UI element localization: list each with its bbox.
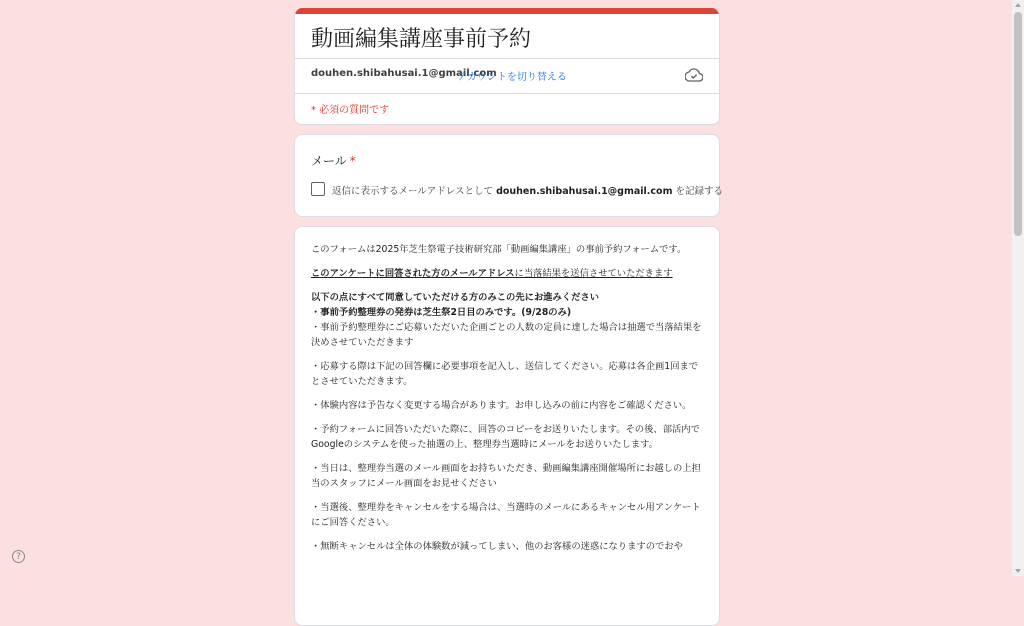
scroll-up-arrow-icon[interactable] <box>1015 3 1021 7</box>
email-question-card <box>294 134 724 217</box>
account-email: douhen.shibahusai.1@gmail.com <box>311 68 497 79</box>
notice-underlined: このアンケートに回答された方のメールアドレス <box>311 268 515 279</box>
record-email-checkbox[interactable] <box>311 182 325 196</box>
record-email-label <box>332 183 723 197</box>
ticket-note: ・事前予約整理券の発券は芝生祭2日目のみです。(9/28のみ) <box>311 307 572 318</box>
required-star: * <box>349 154 356 168</box>
checkbox-text: 返信に表示するメールアドレスとして <box>332 186 494 197</box>
noshow-note: ・無断キャンセルは全体の体験数が減ってしまい、他のお客様の迷惑になりますのでおや <box>311 541 683 552</box>
change-note: ・体験内容は予告なく変更する場合があります。お申し込みの前に内容をご確認ください。 <box>311 400 692 411</box>
switch-account-link[interactable]: アカウントを切り替える <box>457 72 567 83</box>
cloud-saved-icon[interactable] <box>685 68 703 82</box>
copy-note: ・予約フォームに回答いただいた際に、回答のコピーをお送りいたします。その後、部活内でGoogleのシステムを使った抽選の上、整理券当選時にメールをお送りいたします。 <box>311 424 700 450</box>
scroll-thumb[interactable] <box>1014 12 1022 236</box>
account-row <box>295 58 719 94</box>
description-card <box>294 226 720 626</box>
scroll-down-arrow-icon[interactable] <box>1015 569 1021 573</box>
question-label-text: メール <box>311 154 347 168</box>
dayof-note: ・当日は、整理券当選のメール画面をお持ちいただき、動画編集講座開催場所にお越しの上担当のスタッフにメール画面をお見せください <box>311 463 701 489</box>
help-icon[interactable]: ? <box>12 550 25 563</box>
lottery-note: ・事前予約整理券にご応募いただいた企画ごとの人数の定員に達した場合は抽選で当落結果を決めさせていただきます <box>311 322 702 348</box>
checkbox-email: douhen.shibahusai.1@gmail.com <box>496 186 673 197</box>
accent-bar <box>295 8 719 14</box>
form-title: 動画編集講座事前予約 <box>311 27 532 52</box>
intro-text: このフォームは2025年芝生祭電子技術研究部「動画編集講座」の事前予約フォームです。 <box>311 244 687 255</box>
page-scrollbar[interactable] <box>1012 0 1024 576</box>
form-header-card <box>294 8 720 125</box>
apply-note: ・応募する際は下記の回答欄に必要事項を記入し、送信してください。応募は各企画1回までとさせていただきます。 <box>311 361 699 387</box>
question-label <box>311 152 356 169</box>
form-description <box>311 242 705 563</box>
notice-rest: に当落結果を送信させていただきます <box>514 268 673 279</box>
agree-heading: 以下の点にすべて同意していただける方のみこの先にお進みください <box>311 292 600 303</box>
notice-text <box>311 266 705 281</box>
cancel-note: ・当選後、整理券をキャンセルをする場合は、当選時のメールにあるキャンセル用アンケートにご回答ください。 <box>311 502 701 528</box>
checkbox-suffix: を記録する <box>675 186 724 197</box>
required-note: * 必須の質問です <box>311 105 390 116</box>
